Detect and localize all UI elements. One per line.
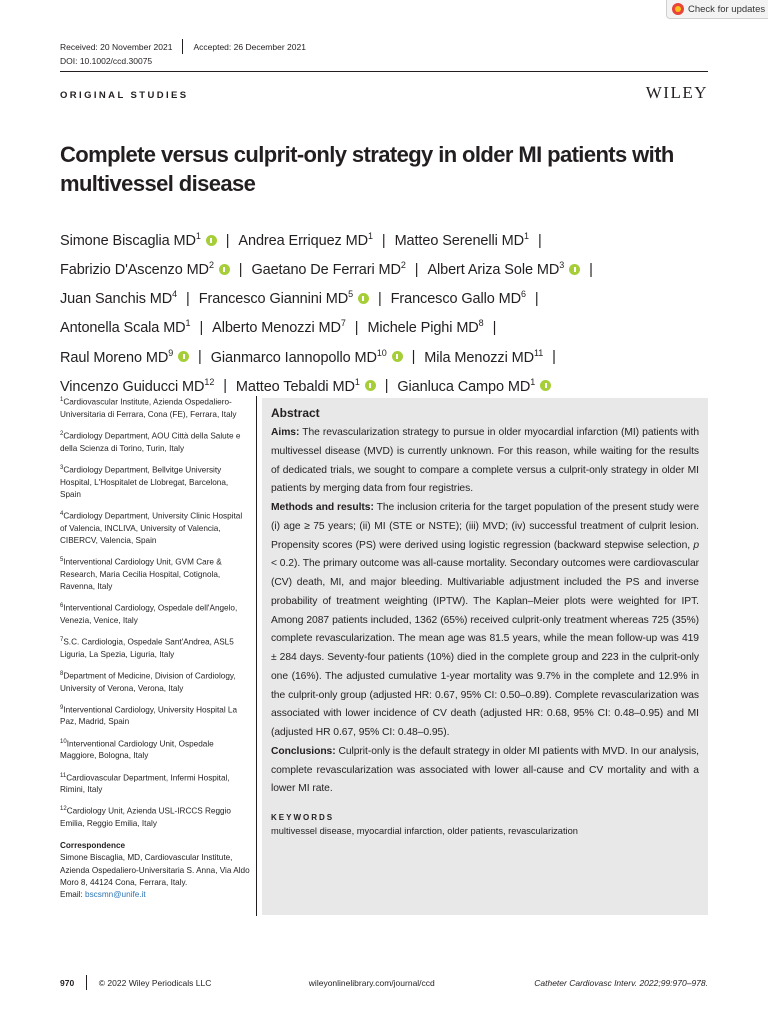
title-line-1: Complete versus culprit-only strategy in older MI patients with bbox=[60, 142, 674, 167]
author-separator: | bbox=[537, 232, 542, 249]
copyright: © 2022 Wiley Periodicals LLC bbox=[98, 977, 212, 988]
email-label: Email: bbox=[60, 889, 83, 899]
author-name: Gianmarco Iannopollo MD bbox=[210, 349, 377, 366]
conclusions-label: Conclusions: bbox=[271, 745, 336, 757]
abstract-methods bbox=[271, 499, 699, 743]
column-divider bbox=[256, 396, 257, 916]
page-number: 970 bbox=[60, 977, 75, 988]
orcid-icon[interactable] bbox=[206, 235, 217, 246]
affiliation-text: Cardiovascular Institute, Azienda Ospedaliero-Universitaria di Ferrara, Cona (FE), Ferrara, Italy bbox=[60, 397, 237, 419]
affiliation-text: Interventional Cardiology, Ospedale dell'Angelo, Venezia, Venice, Italy bbox=[60, 603, 238, 625]
affiliation bbox=[60, 634, 250, 661]
author-separator: | bbox=[411, 349, 416, 366]
affiliation-number: 8 bbox=[60, 670, 64, 677]
author-affiliation-number: 3 bbox=[559, 260, 565, 271]
page-footer bbox=[60, 975, 708, 990]
affiliation-text: Cardiology Department, Bellvitge University Hospital, L'Hospitalet de Llobregat, Barcelona, Spain bbox=[60, 465, 229, 499]
author-affiliation-number: 2 bbox=[208, 260, 214, 271]
affiliation-number: 4 bbox=[60, 510, 64, 517]
affiliation-number: 1 bbox=[60, 397, 64, 403]
author-affiliation-number: 1 bbox=[354, 376, 360, 387]
author-separator: | bbox=[492, 320, 497, 337]
author-line bbox=[60, 224, 730, 253]
affiliation-number: 7 bbox=[60, 636, 64, 643]
author-line bbox=[60, 341, 730, 370]
article-title bbox=[60, 140, 720, 198]
author-affiliation-number: 1 bbox=[367, 231, 373, 241]
author-separator: | bbox=[384, 378, 389, 395]
affiliation-text: Interventional Cardiology Unit, Ospedale Maggiore, Bologna, Italy bbox=[60, 739, 214, 761]
author-separator: | bbox=[223, 378, 227, 395]
affiliation-text: S.C. Cardiologia, Ospedale Sant'Andrea, ASL5 Liguria, La Spezia, Liguria, Italy bbox=[60, 637, 234, 659]
author-list bbox=[60, 224, 730, 399]
affiliation-number: 6 bbox=[60, 602, 64, 609]
author-separator: | bbox=[589, 261, 593, 278]
title-line-2: multivessel disease bbox=[60, 171, 256, 196]
author-line bbox=[60, 311, 730, 340]
author-name: Michele Pighi MD bbox=[367, 320, 479, 337]
affiliation bbox=[60, 770, 250, 797]
abstract-box bbox=[262, 398, 708, 915]
orcid-icon[interactable] bbox=[178, 351, 189, 362]
email-link[interactable]: bscsmn@unife.it bbox=[85, 889, 146, 899]
author-separator: | bbox=[414, 261, 419, 278]
author-name: Juan Sanchis MD bbox=[60, 291, 173, 308]
author-name: Mila Menozzi MD bbox=[424, 349, 534, 366]
affiliation bbox=[60, 702, 250, 729]
author-name: Simone Biscaglia MD bbox=[60, 232, 196, 249]
affiliation-text: Interventional Cardiology Unit, GVM Care & Research, Maria Cecilia Hospital, Cotignola, Ravenna, Italy bbox=[60, 557, 222, 591]
author-name: Andrea Erriquez MD bbox=[238, 232, 368, 249]
aims-label: Aims: bbox=[271, 427, 300, 438]
affiliations bbox=[60, 394, 250, 901]
received-date: Received: 20 November 2021 bbox=[60, 41, 173, 52]
aims-text: The revascularization strategy to pursue in older myocardial infarction (MI) patients with multivessel disease (MVD) is currently unknown. For this reason, while waiting for the results of dedicated trials, we sought to compare a complete versus a culprit-only strategy in older MI patients by merging data from four registries. bbox=[271, 427, 699, 495]
author-affiliation-number: 10 bbox=[376, 347, 387, 358]
affiliation-text: Cardiology Department, University Clinic Hospital of Valencia, INCLIVA, University of Valencia, CIBERCV, Valencia, Spain bbox=[60, 511, 243, 545]
orcid-icon[interactable] bbox=[540, 380, 551, 391]
footer-separator bbox=[86, 975, 87, 990]
header-rule bbox=[60, 71, 708, 72]
header-separator bbox=[182, 39, 183, 54]
affiliation bbox=[60, 600, 250, 627]
author-name: Raul Moreno MD bbox=[60, 349, 169, 366]
affiliation-number: 12 bbox=[60, 806, 67, 813]
methods-label: Methods and results: bbox=[271, 502, 374, 513]
orcid-icon[interactable] bbox=[569, 264, 580, 275]
author-line bbox=[60, 282, 730, 311]
affiliation-text: Cardiovascular Department, Infermi Hospital, Rimini, Italy bbox=[60, 773, 230, 795]
author-name: Matteo Tebaldi MD bbox=[235, 378, 355, 395]
crossmark-icon bbox=[672, 3, 684, 15]
correspondence-text: Simone Biscaglia, MD, Cardiovascular Institute, Azienda Ospedaliero-Universitaria S. Anna, Via Aldo Moro 8, 44124 Cona, Ferrara, Italy. bbox=[60, 853, 250, 887]
section-label: ORIGINAL STUDIES bbox=[60, 90, 189, 101]
check-for-updates-label: Check for updates bbox=[688, 3, 766, 15]
publisher-logo: WILEY bbox=[645, 83, 708, 102]
author-separator: | bbox=[534, 291, 539, 308]
affiliation bbox=[60, 462, 250, 501]
conclusions-text: Culprit-only is the default strategy in older MI patients with MVD. In our analysis, complete revascularization was associated with lower all-cause and CV mortality and with a lower MI rate. bbox=[271, 745, 699, 795]
author-name: Albert Ariza Sole MD bbox=[427, 261, 560, 278]
affiliation-number: 11 bbox=[60, 772, 67, 779]
author-separator: | bbox=[186, 291, 190, 308]
author-name: Alberto Menozzi MD bbox=[212, 320, 341, 337]
affiliation-text: Interventional Cardiology, University Hospital La Paz, Madrid, Spain bbox=[60, 705, 238, 727]
methods-text-a: The inclusion criteria for the target population of the present study were (i) age ≥ 75 years; (ii) MI (STE or NSTE); (iii) MVD; (iv) successful treatment of culprit lesion. Propensity scores (PS) were derived using logistic regression (backward stepwise selection, bbox=[271, 502, 699, 551]
author-affiliation-number: 12 bbox=[204, 376, 215, 387]
orcid-icon[interactable] bbox=[219, 264, 230, 275]
orcid-icon[interactable] bbox=[392, 351, 403, 362]
author-affiliation-number: 6 bbox=[521, 289, 526, 300]
affiliation-text: Department of Medicine, Division of Cardiology, University of Verona, Verona, Italy bbox=[60, 671, 236, 693]
abstract-heading: Abstract bbox=[271, 406, 320, 420]
check-for-updates-button[interactable] bbox=[666, 0, 768, 19]
author-affiliation-number: 11 bbox=[533, 347, 544, 358]
author-separator: | bbox=[225, 232, 230, 249]
affiliation-number: 9 bbox=[60, 704, 64, 711]
doi[interactable]: DOI: 10.1002/ccd.30075 bbox=[60, 56, 153, 66]
affiliation-text: Cardiology Unit, Azienda USL-IRCCS Reggio Emilia, Reggio Emilia, Italy bbox=[60, 807, 231, 829]
journal-url[interactable]: wileyonlinelibrary.com/journal/ccd bbox=[308, 977, 435, 988]
author-name: Francesco Gallo MD bbox=[390, 291, 521, 308]
author-affiliation-number: 1 bbox=[195, 231, 201, 241]
affiliation bbox=[60, 736, 250, 763]
affiliation bbox=[60, 668, 250, 695]
citation bbox=[523, 978, 708, 988]
author-affiliation-number: 1 bbox=[185, 318, 191, 329]
affiliation-number: 10 bbox=[60, 738, 67, 745]
author-name: Francesco Giannini MD bbox=[198, 291, 349, 308]
received-accepted-line bbox=[60, 39, 306, 54]
author-name: Fabrizio D'Ascenzo MD bbox=[60, 261, 209, 278]
affiliation bbox=[60, 803, 250, 830]
correspondence-heading: Correspondence bbox=[60, 841, 126, 851]
abstract-aims bbox=[271, 424, 699, 499]
author-name: Gianluca Campo MD bbox=[397, 378, 531, 395]
citation-details: 2022;99:970–978. bbox=[639, 977, 708, 988]
accepted-date: Accepted: 26 December 2021 bbox=[193, 41, 306, 52]
author-affiliation-number: 4 bbox=[172, 289, 178, 300]
abstract-conclusions bbox=[271, 743, 699, 799]
keywords-text: multivessel disease, myocardial infarction, older patients, revascularization bbox=[271, 826, 578, 836]
affiliation-number: 5 bbox=[60, 556, 64, 563]
orcid-icon[interactable] bbox=[365, 380, 376, 391]
author-affiliation-number: 2 bbox=[400, 260, 406, 271]
author-name: Gaetano De Ferrari MD bbox=[251, 261, 401, 278]
methods-text-b: < 0.2). The primary outcome was all-cause mortality. Secondary outcomes were cardiovascular (CV) death, MI, and major bleeding. Multivariable adjustment included the PS and inverse probability of treatment weighting (IPTW). The Kaplan–Meier plots were weighted for IPT. Among 2087 patients included, 1362 (65%) received culprit-only treatment whereas 725 (35%) complete revascularization. The mean age was 81.5 years, while the mean follow-up was 419 ± 284 days. Seventy-four patients (10%) died in the complete group and 223 in the culprit-only one (16%). The adjusted cumulative 1-year mortality was 9.7% in the complete and 12.9% in the culprit-only group (adjusted HR: 0.67, 95% CI: 0.50–0.89). Complete revascularization was associated with lower incidence of CV death (adjusted HR: 0.68, 95% CI: 0.48–0.95) and MI (adjusted HR 0.67, 95% CI: 0.48–0.95). bbox=[271, 558, 700, 738]
author-affiliation-number: 7 bbox=[340, 318, 346, 329]
orcid-icon[interactable] bbox=[358, 293, 369, 304]
author-name: Vincenzo Guiducci MD bbox=[60, 378, 205, 395]
author-affiliation-number: 9 bbox=[168, 347, 174, 358]
author-affiliation-number: 8 bbox=[478, 318, 484, 329]
author-separator: | bbox=[381, 232, 386, 249]
keywords-heading: KEYWORDS bbox=[271, 813, 335, 822]
author-separator: | bbox=[198, 349, 202, 366]
p-value-symbol: p bbox=[693, 539, 699, 551]
author-name: Matteo Serenelli MD bbox=[394, 232, 525, 249]
affiliation-number: 3 bbox=[60, 464, 64, 471]
journal-name: Catheter Cardiovasc Interv. bbox=[534, 977, 638, 988]
affiliation bbox=[60, 508, 250, 547]
author-affiliation-number: 5 bbox=[348, 289, 354, 300]
author-separator: | bbox=[238, 261, 243, 278]
author-affiliation-number: 1 bbox=[524, 231, 529, 241]
affiliation bbox=[60, 428, 250, 455]
author-separator: | bbox=[354, 320, 359, 337]
author-affiliation-number: 1 bbox=[530, 376, 536, 387]
author-name: Antonella Scala MD bbox=[60, 320, 186, 337]
author-separator: | bbox=[377, 291, 382, 308]
affiliation-text: Cardiology Department, AOU Città della Salute e della Scienza di Torino, Turin, Italy bbox=[60, 431, 241, 453]
affiliation bbox=[60, 554, 250, 593]
author-line bbox=[60, 253, 730, 282]
author-separator: | bbox=[552, 349, 556, 366]
affiliation bbox=[60, 394, 250, 421]
affiliation-number: 2 bbox=[60, 430, 64, 437]
author-separator: | bbox=[199, 320, 204, 337]
correspondence-email-line bbox=[60, 889, 250, 901]
